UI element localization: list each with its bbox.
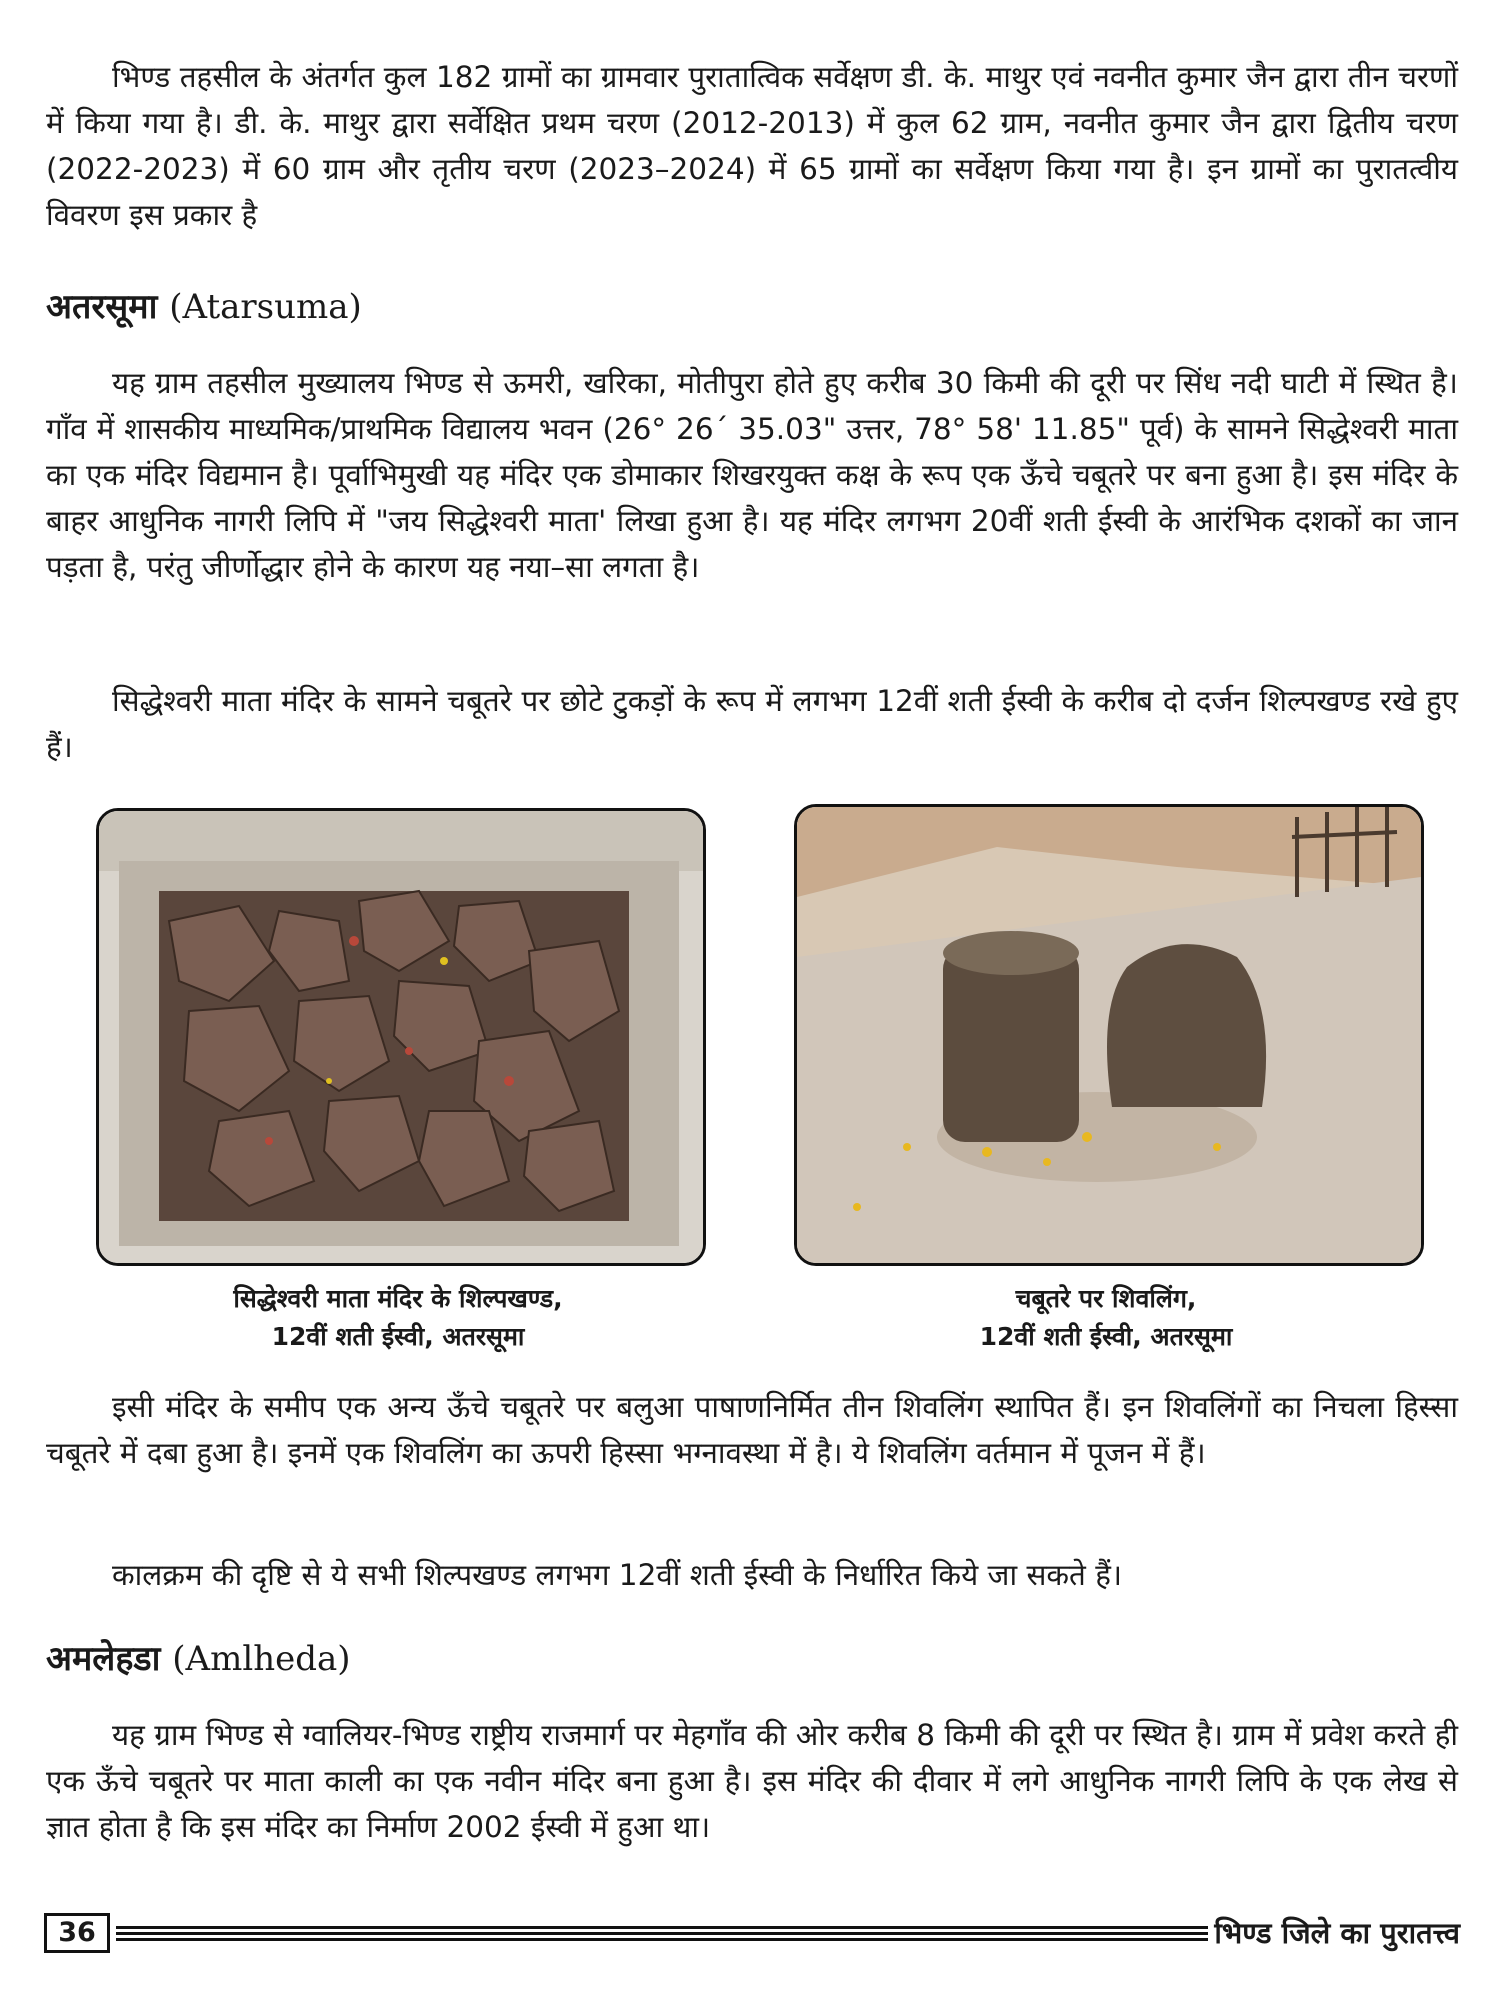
- heading-hindi: अमलेहडा: [46, 1639, 161, 1679]
- atarsuma-paragraph-4: कालक्रम की दृष्टि से ये सभी शिल्पखण्ड लगभग 12वीं शती ईस्वी के निर्धारित किये जा सकते हैं।: [112, 1558, 1123, 1592]
- book-title: भिण्ड जिले का पुरातत्त्व: [1214, 1916, 1460, 1950]
- atarsuma-paragraph-3: इसी मंदिर के समीप एक अन्य ऊँचे चबूतरे पर बलुआ पाषाणनिर्मित तीन शिवलिंग स्थापित हैं। इन शिवलिंगों का निचला हिस्सा चबूतरे में दबा हुआ है। इनमें एक शिवलिंग का ऊपरी हिस्सा भग्नावस्था में है। ये शिवलिंग वर्तमान में पूजन में हैं।: [46, 1390, 1458, 1470]
- figure-caption-2: [794, 1280, 1418, 1356]
- amlheda-paragraph-1: यह ग्राम भिण्ड से ग्वालियर-भिण्ड राष्ट्रीय राजमार्ग पर मेहगाँव की ओर करीब 8 किमी की दूरी पर स्थित है। ग्राम में प्रवेश करते ही एक ऊँचे चबूतरे पर माता काली का एक नवीन मंदिर बना हुआ है। इस मंदिर की दीवार में लगे आधुनिक नागरी लिपि के एक लेख से ज्ञात होता है कि इस मंदिर का निर्माण 2002 ईस्वी में हुआ था।: [46, 1718, 1458, 1844]
- heading-hindi: अतरसूमा: [46, 287, 158, 327]
- footer-rule: [116, 1926, 1208, 1942]
- heading-english: (Amlheda): [172, 1639, 351, 1679]
- caption-2-line-1: चबूतरे पर शिवलिंग,: [1015, 1284, 1197, 1313]
- caption-1-line-1: सिद्धेश्वरी माता मंदिर के शिल्पखण्ड,: [233, 1284, 563, 1313]
- heading-english: (Atarsuma): [169, 287, 362, 327]
- caption-2-line-2: 12वीं शती ईस्वी, अतरसूमा: [979, 1322, 1233, 1351]
- photo-sculpture-fragments: [96, 808, 706, 1266]
- page-footer: [44, 1913, 1460, 1955]
- section-heading-amlheda: [46, 1636, 351, 1682]
- caption-1-line-2: 12वीं शती ईस्वी, अतरसूमा: [271, 1322, 525, 1351]
- photo-shivling-platform: [794, 804, 1424, 1266]
- intro-paragraph: भिण्ड तहसील के अंतर्गत कुल 182 ग्रामों का ग्रामवार पुरातात्विक सर्वेक्षण डी. के. माथुर एवं नवनीत कुमार जैन द्वारा तीन चरणों में किया गया है। डी. के. माथुर द्वारा सर्वेक्षित प्रथम चरण (2012-2013) में कुल 62 ग्राम, नवनीत कुमार जैन द्वारा द्वितीय चरण (2022-2023) में 60 ग्राम और तृतीय चरण (2023–2024) में 65 ग्रामों का सर्वेक्षण किया गया है। इन ग्रामों का पुरातत्वीय विवरण इस प्रकार है: [46, 60, 1458, 232]
- page-number: 36: [44, 1913, 110, 1953]
- sculpture-fragments-image: [99, 811, 703, 1263]
- figure-caption-1: [96, 1280, 700, 1356]
- section-heading-atarsuma: [46, 284, 362, 330]
- atarsuma-paragraph-2: सिद्धेश्वरी माता मंदिर के सामने चबूतरे पर छोटे टुकड़ों के रूप में लगभग 12वीं शती ईस्वी के करीब दो दर्जन शिल्पखण्ड रखे हुए हैं।: [46, 684, 1458, 764]
- shivling-image: [797, 807, 1421, 1263]
- atarsuma-paragraph-1: यह ग्राम तहसील मुख्यालय भिण्ड से ऊमरी, खरिका, मोतीपुरा होते हुए करीब 30 किमी की दूरी पर सिंध नदी घाटी में स्थित है। गाँव में शासकीय माध्यमिक/प्राथमिक विद्यालय भवन (26° 26´ 35.03" उत्तर, 78° 58' 11.85" पूर्व) के सामने सिद्धेश्वरी माता का एक मंदिर विद्यमान है। पूर्वाभिमुखी यह मंदिर एक डोमाकार शिखरयुक्त कक्ष के रूप एक ऊँचे चबूतरे पर बना हुआ है। इस मंदिर के बाहर आधुनिक नागरी लिपि में "जय सिद्धेश्वरी माता' लिखा हुआ है। यह मंदिर लगभग 20वीं शती ईस्वी के आरंभिक दशकों का जान पड़ता है, परंतु जीर्णोद्धार होने के कारण यह नया–सा लगता है।: [46, 366, 1458, 584]
